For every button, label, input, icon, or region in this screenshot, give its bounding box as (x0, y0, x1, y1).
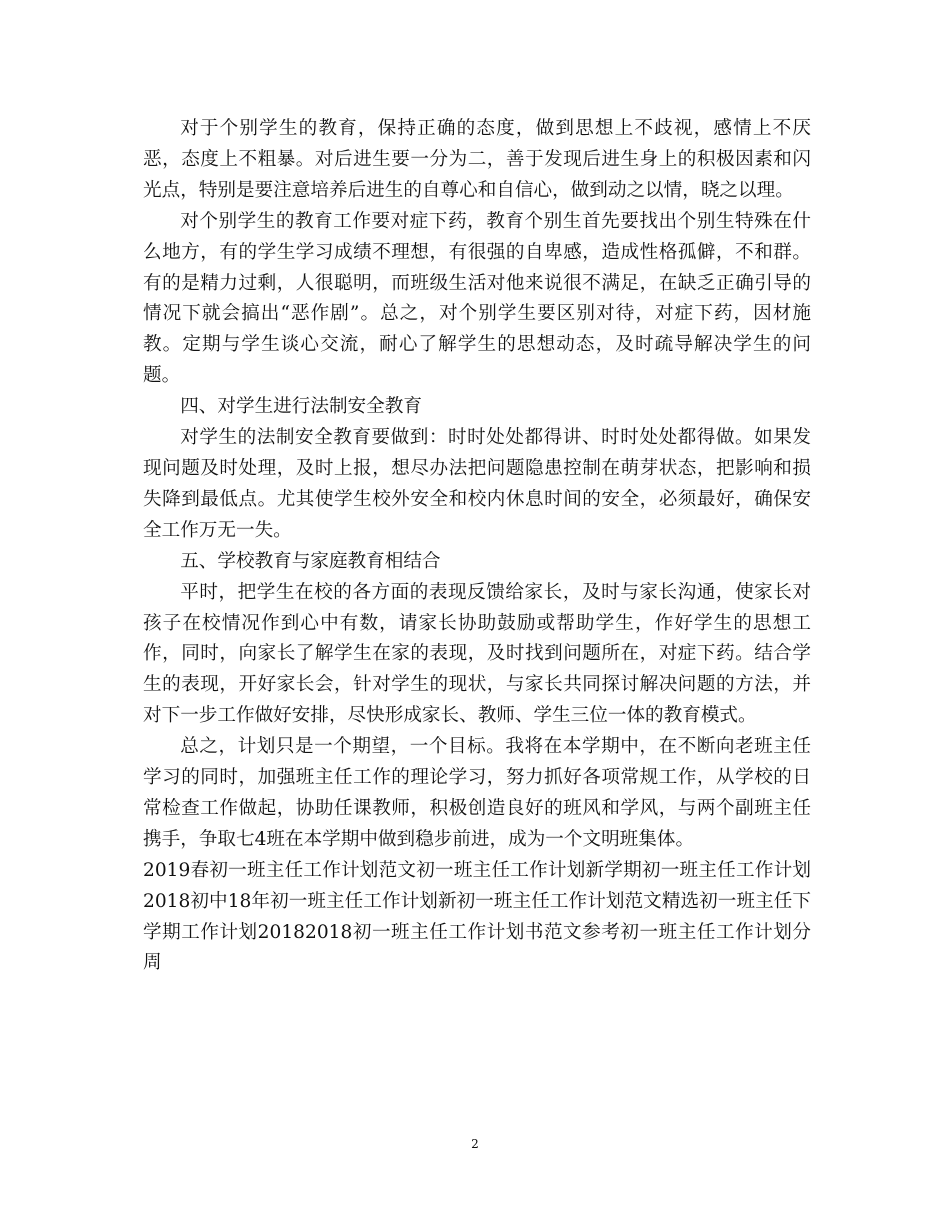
section-heading-school-family: 五、学校教育与家庭教育相结合 (180, 550, 441, 572)
related-titles-text: 2019春初一班主任工作计划范文初一班主任工作计划新学期初一班主任工作计划2018初中18年初一班主任工作计划新初一班主任工作计划范文精选初一班主任下学期工作计划20182018初一班主任工作计划书范文参考初一班主任工作计划分周 (143, 859, 811, 974)
section-heading-legal-safety: 四、对学生进行法制安全教育 (180, 396, 422, 418)
document-body (143, 114, 811, 979)
paragraph-conclusion: 总之，计划只是一个期望，一个目标。我将在本学期中，在不断向老班主任学习的同时，加强班主任工作的理论学习，努力抓好各项常规工作，从学校的日常检查工作做起，协助任课教师，积极创造良好的班风和学风，与两个副班主任携手，争取七4班在本学期中做到稳步前进，成为一个文明班集体。 (143, 736, 811, 850)
paragraph-legal-safety: 对学生的法制安全教育要做到：时时处处都得讲、时时处处都得做。如果发现问题及时处理，及时上报，想尽办法把问题隐患控制在萌芽状态，把影响和损失降到最低点。尤其使学生校外安全和校内休息时间的安全，必须最好，确保安全工作万无一失。 (143, 427, 811, 541)
paragraph-school-family: 平时，把学生在校的各方面的表现反馈给家长，及时与家长沟通，使家长对孩子在校情况作到心中有数，请家长协助鼓励或帮助学生，作好学生的思想工作，同时，向家长了解学生在家的表现，及时找到问题所在，对症下药。结合学生的表现，开好家长会，针对学生的现状，与家长共同探讨解决问题的方法，并对下一步工作做好安排，尽快形成家长、教师、学生三位一体的教育模式。 (143, 581, 811, 727)
paragraph-individual-students-attitude: 对于个别学生的教育，保持正确的态度，做到思想上不歧视，感情上不厌恶，态度上不粗暴。对后进生要一分为二，善于发现后进生身上的积极因素和闪光点，特别是要注意培养后进生的自尊心和自信心，做到动之以情，晓之以理。 (143, 118, 811, 201)
paragraph-individual-students-targeted: 对个别学生的教育工作要对症下药，教育个别生首先要找出个别生特殊在什么地方，有的学生学习成绩不理想，有很强的自卑感，造成性格孤僻，不和群。有的是精力过剩，人很聪明，而班级生活对他来说很不满足，在缺乏正确引导的情况下就会搞出“恶作剧”。总之，对个别学生要区别对待，对症下药，因材施教。定期与学生谈心交流，耐心了解学生的思想动态，及时疏导解决学生的问题。 (143, 210, 811, 387)
page-number: 2 (471, 1137, 479, 1151)
